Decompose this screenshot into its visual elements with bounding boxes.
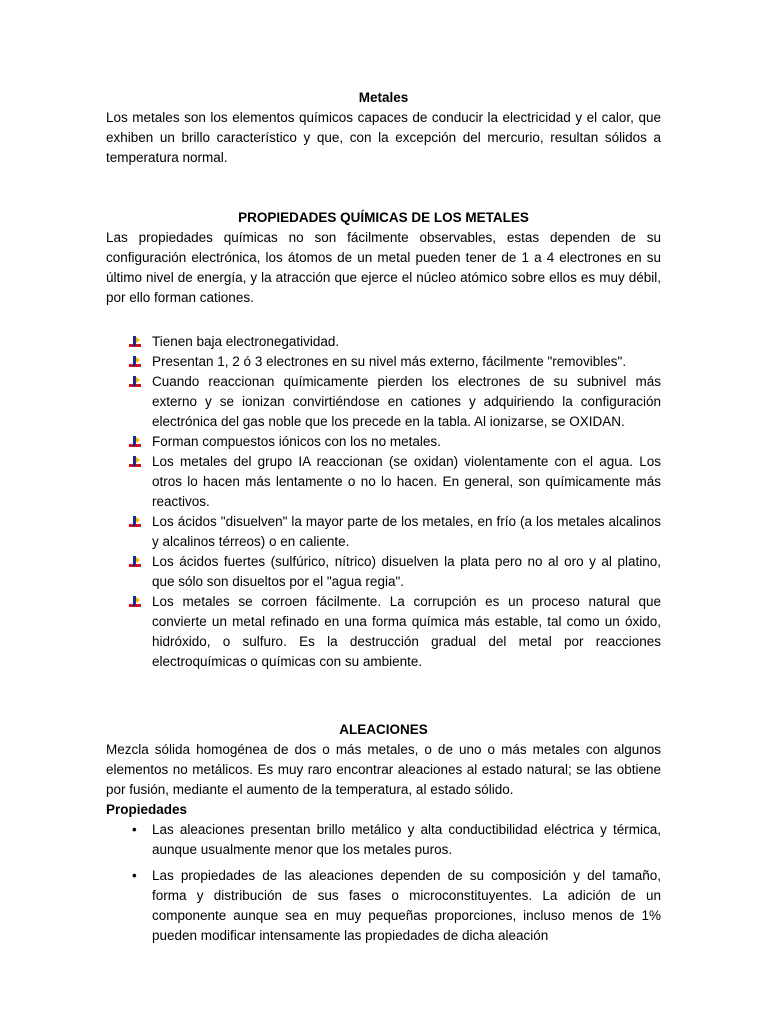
section-spacer — [106, 672, 661, 720]
list-item — [106, 592, 661, 672]
bullet-dot-icon: • — [132, 868, 137, 883]
list-item — [106, 866, 661, 946]
section-spacer — [106, 168, 661, 208]
list-item — [106, 352, 661, 372]
arrow-bullet-icon — [128, 375, 142, 389]
propiedades-quimicas-intro: Las propiedades químicas no son fácilmente observables, estas dependen de su configuración electrónica, los átomos de un metal pueden tener de 1 a 4 electrones en su último nivel de energía, y la atracción que ejerce el núcleo atómico sobre ellos es muy débil, por ello forman cationes. — [106, 230, 661, 305]
arrow-bullet-icon — [128, 555, 142, 569]
list-item-text: Los metales del grupo IA reaccionan (se oxidan) violentamente con el agua. Los otros lo hacen más lentamente o no lo hacen. En general, son químicamente más reactivos. — [152, 454, 661, 509]
arrow-bullet-icon — [128, 435, 142, 449]
arrow-bullet-icon — [128, 355, 142, 369]
list-item-text: Las propiedades de las aleaciones dependen de su composición y del tamaño, forma y distribución de sus fases o microconstituyentes. La adición de un componente aunque sea en muy pequeñas proporciones, incluso menos de 1% pueden modificar intensamente las propiedades de dicha aleación — [152, 868, 661, 943]
list-item — [106, 820, 661, 860]
list-item-text: Las aleaciones presentan brillo metálico y alta conductibilidad eléctrica y térmica, aunque usualmente menor que los metales puros. — [152, 822, 661, 857]
list-spacer — [106, 308, 661, 332]
arrow-bullet-icon — [128, 335, 142, 349]
list-item — [106, 452, 661, 512]
aleaciones-title: ALEACIONES — [339, 722, 428, 737]
document-page — [106, 88, 661, 952]
list-item — [106, 512, 661, 552]
propiedades-subheading: Propiedades — [106, 802, 188, 817]
propiedades-quimicas-title: PROPIEDADES QUÍMICAS DE LOS METALES — [238, 210, 529, 225]
list-item-text: Los metales se corroen fácilmente. La corrupción es un proceso natural que convierte un metal refinado en una forma química más estable, tal como un óxido, hidróxido, o sulfuro. Es la destrucción gradual del metal por reacciones electroquímicas o químicas con su ambiente. — [152, 594, 661, 669]
arrow-bullet-icon — [128, 515, 142, 529]
list-item-text: Los ácidos "disuelven" la mayor parte de los metales, en frío (a los metales alcalinos y alcalinos térreos) o en caliente. — [152, 514, 661, 549]
arrow-bullet-icon — [128, 455, 142, 469]
propiedades-quimicas-list — [106, 332, 661, 672]
bullet-dot-icon: • — [132, 822, 137, 837]
list-item — [106, 432, 661, 452]
list-item — [106, 372, 661, 432]
list-item-text: Los ácidos fuertes (sulfúrico, nítrico) disuelven la plata pero no al oro y al platino, que sólo son disueltos por el "agua regia". — [152, 554, 661, 589]
arrow-bullet-icon — [128, 595, 142, 609]
list-item — [106, 552, 661, 592]
list-item-text: Cuando reaccionan químicamente pierden los electrones de su subnivel más externo y se ionizan convirtiéndose en cationes y adquiriendo la configuración electrónica del gas noble que los precede en la tabla. Al ionizarse, se OXIDAN. — [152, 374, 661, 429]
list-item-text: Presentan 1, 2 ó 3 electrones en su nivel más externo, fácilmente "removibles". — [152, 354, 627, 369]
list-item-text: Tienen baja electronegatividad. — [152, 334, 340, 349]
aleaciones-intro: Mezcla sólida homogénea de dos o más metales, o de uno o más metales con algunos elementos no metálicos. Es muy raro encontrar aleaciones al estado natural; se las obtiene por fusión, mediante el aumento de la temperatura, al estado sólido. — [106, 742, 661, 797]
list-item — [106, 332, 661, 352]
aleaciones-propiedades-list — [106, 820, 661, 946]
metales-title: Metales — [358, 90, 409, 105]
metales-intro: Los metales son los elementos químicos capaces de conducir la electricidad y el calor, que exhiben un brillo característico y que, con la excepción del mercurio, resultan sólidos a temperatura normal. — [106, 110, 661, 165]
list-item-text: Forman compuestos iónicos con los no metales. — [152, 434, 441, 449]
